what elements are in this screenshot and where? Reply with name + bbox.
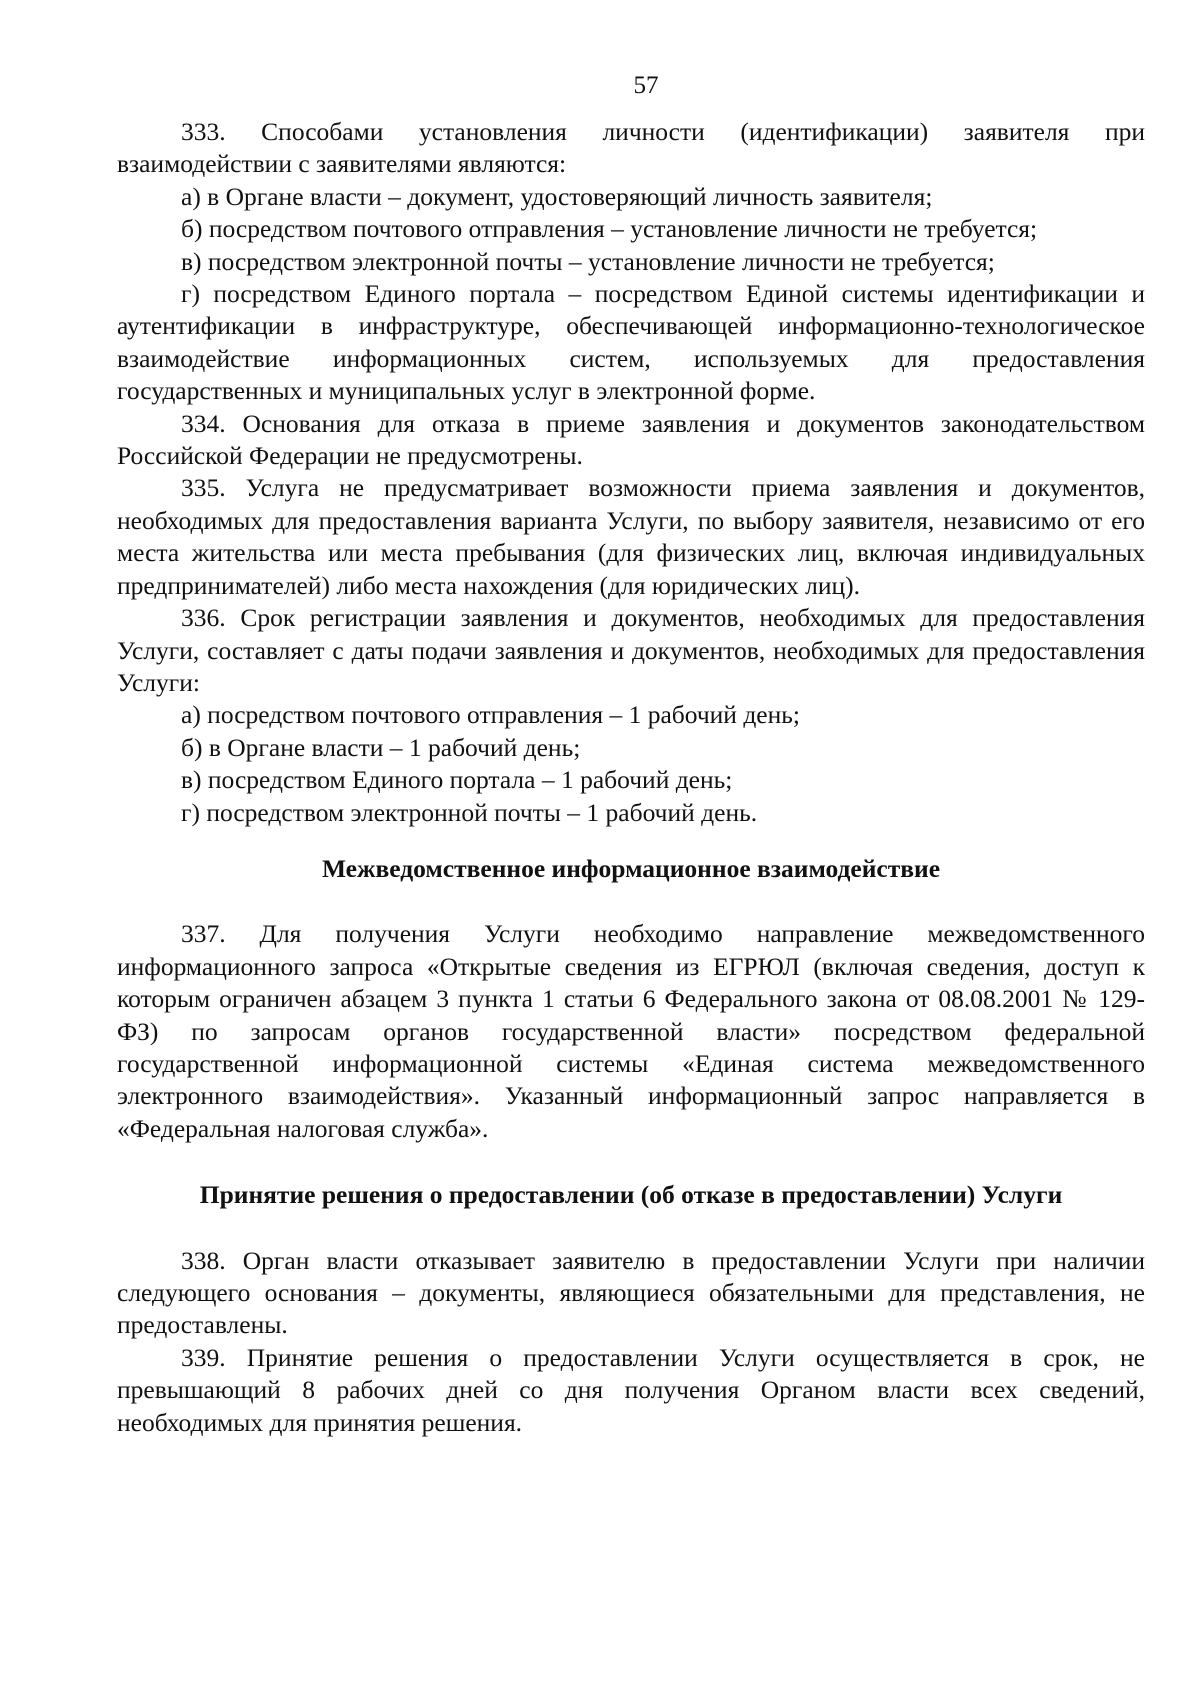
list-item-333-g: г) посредством Единого портала – посредством Единой системы идентификации и аутентификации в инфраструктуре, обеспечивающей информационно-технологическое взаимодействие информационных систем, используемых для предоставления государственных и муниципальных услуг в электронной форме.: [117, 279, 1145, 406]
paragraph-333: 333. Способами установления личности (идентификации) заявителя при взаимодействии с заявителями являются:: [117, 117, 1145, 179]
paragraph-337: 337. Для получения Услуги необходимо направление межведомственного информационного запроса «Открытые сведения из ЕГРЮЛ (включая сведения, доступ к которым ограничен абзацем 3 пункта 1 статьи 6 Федерального закона от 08.08.2001 № 129-ФЗ) по запросам органов государственной власти» посредством федеральной государственной информационной системы «Единая система межведомственного электронного взаимодействия». Указанный информационный запрос направляется в «Федеральная налоговая служба».: [117, 919, 1145, 1143]
page-number: 57: [633, 72, 659, 99]
list-item-336-g: г) посредством электронной почты – 1 рабочий день.: [181, 797, 758, 827]
document-page: [117, 70, 1145, 1439]
paragraph-336: 336. Срок регистрации заявления и документов, необходимых для предоставления Услуги, составляет с даты подачи заявления и документов, необходимых для предоставления Услуги:: [117, 603, 1145, 697]
paragraph-335: 335. Услуга не предусматривает возможности приема заявления и документов, необходимых для предоставления варианта Услуги, по выбору заявителя, независимо от его места жительства или места пребывания (для физических лиц, включая индивидуальных предпринимателей) либо места нахождения (для юридических лиц).: [117, 473, 1145, 600]
list-item-336-v: в) посредством Единого портала – 1 рабочий день;: [181, 765, 733, 795]
paragraph-339: 339. Принятие решения о предоставлении Услуги осуществляется в срок, не превышающий 8 рабочих дней со дня получения Органом власти всех сведений, необходимых для принятия решения.: [117, 1342, 1145, 1437]
list-item-333-a: а) в Органе власти – документ, удостоверяющий личность заявителя;: [181, 181, 933, 211]
list-item-333-v: в) посредством электронной почты – установление личности не требуется;: [181, 246, 995, 276]
list-item-333-b: б) посредством почтового отправления – установление личности не требуется;: [181, 214, 1038, 244]
section-heading-decision: Принятие решения о предоставлении (об отказе в предоставлении) Услуги: [199, 1180, 1063, 1210]
paragraph-334: 334. Основания для отказа в приеме заявления и документов законодательством Российской Федерации не предусмотрены.: [117, 408, 1145, 471]
section-heading-interagency: Межведомственное информационное взаимодействие: [321, 853, 941, 883]
list-item-336-a: а) посредством почтового отправления – 1 рабочий день;: [181, 700, 800, 730]
paragraph-338: 338. Орган власти отказывает заявителю в предоставлении Услуги при наличии следующего основания – документы, являющиеся обязательными для представления, не предоставлены.: [117, 1245, 1145, 1340]
list-item-336-b: б) в Органе власти – 1 рабочий день;: [181, 732, 581, 762]
